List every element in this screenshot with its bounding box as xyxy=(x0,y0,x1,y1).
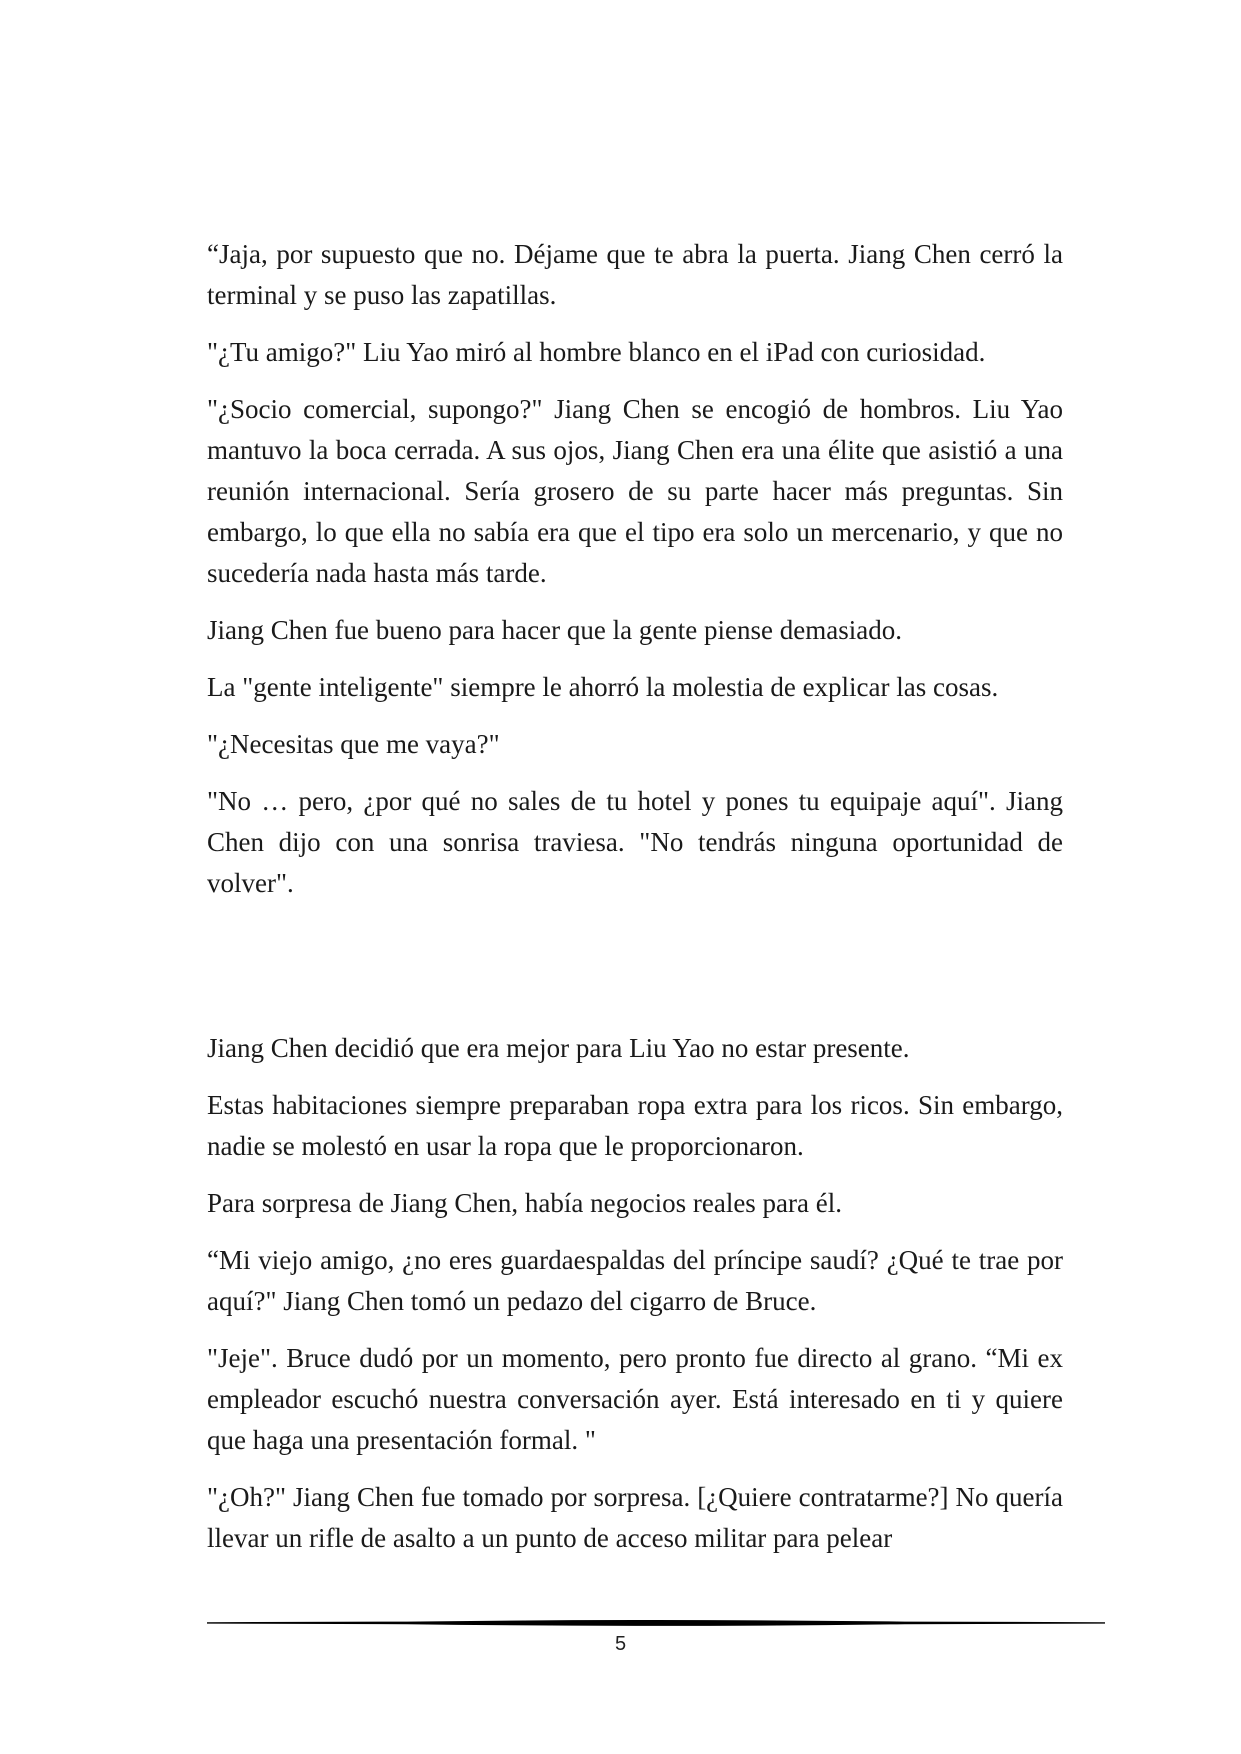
paragraph: "¿Socio comercial, supongo?" Jiang Chen se encogió de hombros. Liu Yao mantuvo la boca cerrada. A sus ojos, Jiang Chen era una élite que asistió a una reunión internacional. Sería grosero de su parte hacer más preguntas. Sin embargo, lo que ella no sabía era que el tipo era solo un mercenario, y que no sucedería nada hasta más tarde. xyxy=(207,394,1063,588)
paragraph: Estas habitaciones siempre preparaban ropa extra para los ricos. Sin embargo, nadie se molestó en usar la ropa que le proporcionaron. xyxy=(207,1090,1063,1161)
page-number: 5 xyxy=(614,1633,627,1655)
paragraph: Para sorpresa de Jiang Chen, había negocios reales para él. xyxy=(207,1188,843,1218)
paragraph: Jiang Chen fue bueno para hacer que la gente piense demasiado. xyxy=(207,615,902,645)
paragraph: “Mi viejo amigo, ¿no eres guardaespaldas del príncipe saudí? ¿Qué te trae por aquí?" Jiang Chen tomó un pedazo del cigarro de Bruce. xyxy=(207,1245,1063,1316)
paragraph: "No … pero, ¿por qué no sales de tu hotel y pones tu equipaje aquí". Jiang Chen dijo con una sonrisa traviesa. "No tendrás ninguna oportunidad de volver". xyxy=(207,786,1063,898)
text-section-2 xyxy=(207,1028,1063,1575)
paragraph: "Jeje". Bruce dudó por un momento, pero pronto fue directo al grano. “Mi ex empleador escuchó nuestra conversación ayer. Está interesado en ti y quiere que haga una presentación formal. " xyxy=(207,1343,1063,1455)
text-section-1 xyxy=(207,234,1063,920)
paragraph: “Jaja, por supuesto que no. Déjame que te abra la puerta. Jiang Chen cerró la terminal y se puso las zapatillas. xyxy=(207,239,1063,310)
paragraph: "¿Oh?" Jiang Chen fue tomado por sorpresa. [¿Quiere contratarme?] No quería llevar un rifle de asalto a un punto de acceso militar para pelear xyxy=(207,1482,1063,1553)
paragraph: La "gente inteligente" siempre le ahorró la molestia de explicar las cosas. xyxy=(207,672,999,702)
paragraph: "¿Tu amigo?" Liu Yao miró al hombre blanco en el iPad con curiosidad. xyxy=(207,337,986,367)
paragraph: Jiang Chen decidió que era mejor para Liu Yao no estar presente. xyxy=(207,1033,910,1063)
paragraph: "¿Necesitas que me vaya?" xyxy=(207,729,500,759)
footer-rule xyxy=(207,1618,1105,1628)
